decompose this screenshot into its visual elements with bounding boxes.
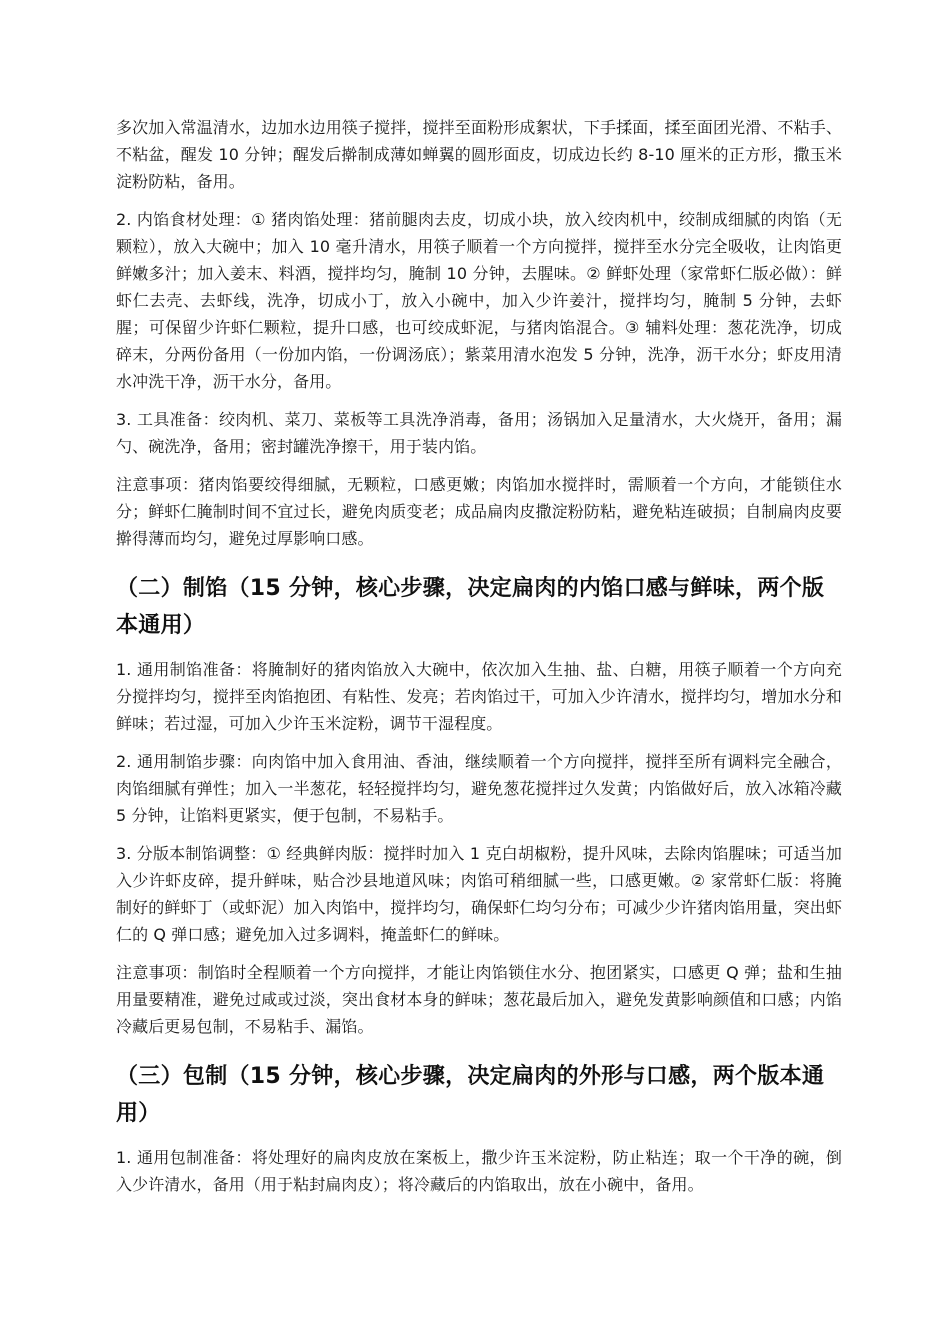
paragraph-dough-continued: 多次加入常温清水，边加水边用筷子搅拌，搅拌至面粉形成絮状，下手揉面，揉至面团光滑、不粘手、不粘盆，醒发 10 分钟；醒发后擀制成薄如蝉翼的圆形面皮，切成边长约 8-10 厘米的正方形，撒玉米淀粉防粘，备用。 <box>116 118 842 191</box>
paragraph-notes-prep: 注意事项：猪肉馅要绞得细腻，无颗粒，口感更嫩；肉馅加水搅拌时，需顺着一个方向，才能锁住水分；鲜虾仁腌制时间不宜过长，避免肉质变老；成品扁肉皮撒淀粉防粘，避免粘连破损；自制扁肉皮要擀得薄而均匀，避免过厚影响口感。 <box>116 475 842 548</box>
paragraph-filling-ingredients: 2. 内馅食材处理：① 猪肉馅处理：猪前腿肉去皮，切成小块，放入绞肉机中，绞制成细腻的肉馅（无颗粒），放入大碗中；加入 10 毫升清水，用筷子顺着一个方向搅拌，搅拌至水分完全吸收，让肉馅更鲜嫩多汁；加入姜末、料酒，搅拌均匀，腌制 10 分钟，去腥味。② 鲜虾处理（家常虾仁版必做）：鲜虾仁去壳、去虾线，洗净，切成小丁，放入小碗中，加入少许姜汁，搅拌均匀，腌制 5 分钟，去虾腥；可保留少许虾仁颗粒，提升口感，也可绞成虾泥，与猪肉馅混合。③ 辅料处理：葱花洗净，切成碎末，分两份备用（一份加内馅，一份调汤底）；紫菜用清水泡发 5 分钟，洗净，沥干水分；虾皮用清水冲洗干净，沥干水分，备用。 <box>116 210 842 391</box>
document-page <box>116 114 842 1209</box>
paragraph-filling-versions: 3. 分版本制馅调整：① 经典鲜肉版：搅拌时加入 1 克白胡椒粉，提升风味，去除肉馅腥味；可适当加入少许虾皮碎，提升鲜味，贴合沙县地道风味；肉馅可稍细腻一些，口感更嫩。② 家常虾仁版：将腌制好的鲜虾丁（或虾泥）加入肉馅中，搅拌均匀，确保虾仁均匀分布；可减少少许猪肉馅用量，突出虾仁的 Q 弹口感；避免加入过多调料，掩盖虾仁的鲜味。 <box>116 844 842 944</box>
paragraph-filling-steps: 2. 通用制馅步骤：向肉馅中加入食用油、香油，继续顺着一个方向搅拌，搅拌至所有调料完全融合，肉馅细腻有弹性；加入一半葱花，轻轻搅拌均匀，避免葱花搅拌过久发黄；内馅做好后，放入冰箱冷藏 5 分钟，让馅料更紧实，便于包制，不易粘手。 <box>116 752 842 825</box>
section-heading-filling: （二）制馅（15 分钟，核心步骤，决定扁肉的内馅口感与鲜味，两个版本通用） <box>116 576 825 638</box>
paragraph-tools-prep: 3. 工具准备：绞肉机、菜刀、菜板等工具洗净消毒，备用；汤锅加入足量清水，大火烧开，备用；漏勺、碗洗净，备用；密封罐洗净擦干，用于装内馅。 <box>116 410 842 456</box>
paragraph-notes-filling: 注意事项：制馅时全程顺着一个方向搅拌，才能让肉馅锁住水分、抱团紧实，口感更 Q 弹；盐和生抽用量要精准，避免过咸或过淡，突出食材本身的鲜味；葱花最后加入，避免发黄影响颜值和口感；内馅冷藏后更易包制，不易粘手、漏馅。 <box>116 963 842 1036</box>
paragraph-wrapping-prep: 1. 通用包制准备：将处理好的扁肉皮放在案板上，撒少许玉米淀粉，防止粘连；取一个干净的碗，倒入少许清水，备用（用于粘封扁肉皮）；将冷藏后的内馅取出，放在小碗中，备用。 <box>116 1148 842 1194</box>
section-heading-wrapping: （三）包制（15 分钟，核心步骤，决定扁肉的外形与口感，两个版本通用） <box>116 1064 825 1126</box>
paragraph-filling-prep: 1. 通用制馅准备：将腌制好的猪肉馅放入大碗中，依次加入生抽、盐、白糖，用筷子顺着一个方向充分搅拌均匀，搅拌至肉馅抱团、有粘性、发亮；若肉馅过干，可加入少许清水，搅拌均匀，增加水分和鲜味；若过湿，可加入少许玉米淀粉，调节干湿程度。 <box>116 660 842 733</box>
